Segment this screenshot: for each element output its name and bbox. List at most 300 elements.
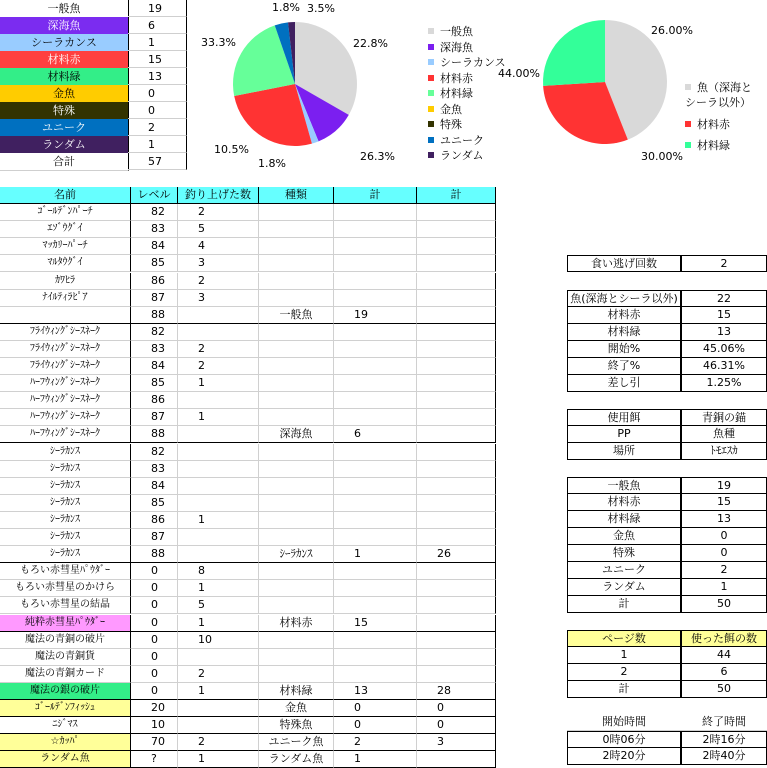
table-cell-sum2 xyxy=(417,238,496,255)
table-cell-kind xyxy=(259,221,334,238)
table-cell-level: 84 xyxy=(131,238,178,255)
legend-item xyxy=(428,148,484,164)
stat-value: 0 xyxy=(681,528,767,545)
table-cell-kind xyxy=(259,580,334,597)
table-cell-sum1 xyxy=(334,461,417,478)
table-cell-sum2 xyxy=(417,666,496,683)
table-cell-level: 84 xyxy=(131,478,178,495)
table-cell-kind xyxy=(259,649,334,666)
table-cell-name: ﾆｼﾞﾏｽ xyxy=(0,717,131,734)
table-cell-count xyxy=(178,700,259,717)
legend-label: 材料緑 xyxy=(697,139,730,152)
table-cell-name: 魔法の青銅貨 xyxy=(0,649,131,666)
table-cell-kind xyxy=(259,392,334,409)
table-cell-kind xyxy=(259,563,334,580)
table-cell-name: もろい赤彗星の結晶 xyxy=(0,597,131,614)
column-header: 釣り上げた数 xyxy=(178,187,259,204)
pie-slice-label: 30.00% xyxy=(641,150,683,163)
summary-value: 6 xyxy=(128,17,187,34)
stat-value: 魚種 xyxy=(681,426,767,443)
table-cell-kind xyxy=(259,255,334,272)
table-cell-count xyxy=(178,529,259,546)
table-cell-name xyxy=(0,307,131,324)
table-cell-sum1 xyxy=(334,204,417,221)
summary-value: 0 xyxy=(128,85,187,102)
legend-label: シーラカンス xyxy=(440,56,506,69)
table-cell-level: 0 xyxy=(131,632,178,649)
table-cell-level: 85 xyxy=(131,495,178,512)
table-cell-sum2 xyxy=(417,512,496,529)
summary-row xyxy=(0,0,187,17)
table-cell-level: 20 xyxy=(131,700,178,717)
table-cell-kind xyxy=(259,341,334,358)
table-cell-level: 82 xyxy=(131,204,178,221)
legend-swatch xyxy=(428,90,434,96)
table-cell-level: 83 xyxy=(131,461,178,478)
legend-swatch xyxy=(428,106,434,112)
stat-value: 44 xyxy=(681,647,767,664)
stat-label: 1 xyxy=(567,647,681,664)
table-cell-sum2 xyxy=(417,290,496,307)
table-cell-name: ﾊｰﾌｳｨﾝｸﾞｼｰｽﾈｰｸ xyxy=(0,392,131,409)
table-cell-count xyxy=(178,649,259,666)
table-cell-name: ﾌﾗｲｳｨﾝｸﾞｼｰｽﾈｰｸ xyxy=(0,324,131,341)
table-cell-sum1: 2 xyxy=(334,734,417,751)
table-cell-level: 86 xyxy=(131,273,178,290)
table-cell-name: ﾅｲﾙﾃｨﾗﾋﾟｱ xyxy=(0,290,131,307)
table-cell-sum2 xyxy=(417,426,496,443)
table-cell-kind xyxy=(259,358,334,375)
table-cell-name: ｼｰﾗｶﾝｽ xyxy=(0,478,131,495)
stat-label: 差し引 xyxy=(567,375,681,392)
table-cell-sum1 xyxy=(334,444,417,461)
table-cell-name: ﾌﾗｲｳｨﾝｸﾞｼｰｽﾈｰｸ xyxy=(0,358,131,375)
table-cell-count: 1 xyxy=(178,615,259,632)
legend-label: シーラ以外） xyxy=(685,96,751,109)
stat-label: 材料緑 xyxy=(567,511,681,528)
table-cell-sum2 xyxy=(417,221,496,238)
table-cell-sum2 xyxy=(417,751,496,768)
table-cell-level: 82 xyxy=(131,324,178,341)
summary-label: 特殊 xyxy=(0,102,129,120)
table-cell-sum2: 0 xyxy=(417,700,496,717)
table-cell-name: ｼｰﾗｶﾝｽ xyxy=(0,495,131,512)
stat-value: 1 xyxy=(681,579,767,596)
stat-value: 15 xyxy=(681,307,767,324)
table-cell-count: 3 xyxy=(178,255,259,272)
table-cell-count: 1 xyxy=(178,375,259,392)
stat-value: 0 xyxy=(681,545,767,562)
table-cell-sum2 xyxy=(417,597,496,614)
legend-swatch xyxy=(685,84,691,90)
table-cell-kind xyxy=(259,597,334,614)
stat-label: 0時06分 xyxy=(567,731,681,748)
table-cell-sum1: 0 xyxy=(334,717,417,734)
table-cell-name: ｺﾞｰﾙﾃﾞﾝﾊﾟｰﾁ xyxy=(0,204,131,221)
table-cell-sum1 xyxy=(334,649,417,666)
table-cell-sum2 xyxy=(417,529,496,546)
table-cell-sum1 xyxy=(334,290,417,307)
stat-value: 19 xyxy=(681,477,767,494)
table-cell-count xyxy=(178,546,259,563)
column-header: 名前 xyxy=(0,187,131,204)
table-cell-level: 0 xyxy=(131,563,178,580)
table-cell-name: ｼｰﾗｶﾝｽ xyxy=(0,546,131,563)
summary-label: 深海魚 xyxy=(0,17,129,35)
legend-label: 魚（深海と xyxy=(697,81,752,94)
table-cell-sum1 xyxy=(334,495,417,512)
table-cell-name: ｼｰﾗｶﾝｽ xyxy=(0,529,131,546)
legend-item xyxy=(428,133,484,149)
table-cell-sum1 xyxy=(334,358,417,375)
table-cell-kind xyxy=(259,478,334,495)
table-cell-count: 1 xyxy=(178,683,259,700)
table-cell-count: 2 xyxy=(178,273,259,290)
stat-value: 2 xyxy=(681,255,767,272)
stat-value: 終了時間 xyxy=(681,714,767,731)
stat-label: ランダム xyxy=(567,579,681,596)
legend-label: 一般魚 xyxy=(440,25,473,38)
table-cell-count: 5 xyxy=(178,221,259,238)
legend-item xyxy=(685,117,730,133)
table-cell-sum1 xyxy=(334,324,417,341)
table-cell-name: ｼｰﾗｶﾝｽ xyxy=(0,512,131,529)
summary-row xyxy=(0,85,187,102)
table-cell-name: ﾏｯｶﾘｰﾊﾟｰﾁ xyxy=(0,238,131,255)
summary-row xyxy=(0,136,187,153)
summary-label: 金魚 xyxy=(0,85,129,103)
legend-swatch xyxy=(428,152,434,158)
table-cell-sum1: 19 xyxy=(334,307,417,324)
stat-label: 材料赤 xyxy=(567,307,681,324)
stat-value: ﾄﾓｴｽｶ xyxy=(681,443,767,460)
summary-label: 合計 xyxy=(0,153,129,171)
summary-label: シーラカンス xyxy=(0,34,129,52)
table-cell-name: ｼｰﾗｶﾝｽ xyxy=(0,444,131,461)
summary-label: 一般魚 xyxy=(0,0,129,18)
table-cell-sum1 xyxy=(334,512,417,529)
legend-swatch xyxy=(428,44,434,50)
stat-value: 使った餌の数 xyxy=(681,630,767,647)
summary-row xyxy=(0,153,187,170)
table-cell-sum1: 1 xyxy=(334,546,417,563)
table-cell-sum1: 1 xyxy=(334,751,417,768)
stat-value: 2 xyxy=(681,562,767,579)
table-cell-sum2 xyxy=(417,273,496,290)
summary-row xyxy=(0,51,187,68)
table-cell-count: 2 xyxy=(178,204,259,221)
table-cell-count: 1 xyxy=(178,409,259,426)
table-cell-sum1 xyxy=(334,478,417,495)
table-cell-level: 83 xyxy=(131,341,178,358)
table-cell-count: 1 xyxy=(178,751,259,768)
table-cell-name: ﾏﾙﾀｳｸﾞｲ xyxy=(0,255,131,272)
legend-swatch xyxy=(428,137,434,143)
table-cell-level: 0 xyxy=(131,666,178,683)
table-cell-sum2 xyxy=(417,444,496,461)
table-cell-sum2: 3 xyxy=(417,734,496,751)
summary-value: 13 xyxy=(128,68,187,85)
table-cell-name: 純粋赤彗星ﾊﾟｳﾀﾞｰ xyxy=(0,615,131,632)
table-cell-name: ｺﾞｰﾙﾃﾞﾝﾌｨｯｼｭ xyxy=(0,700,131,717)
table-cell-count: 1 xyxy=(178,512,259,529)
table-cell-count: 3 xyxy=(178,290,259,307)
table-cell-level: 88 xyxy=(131,546,178,563)
legend-swatch xyxy=(428,59,434,65)
summary-row xyxy=(0,102,187,119)
stat-value: 6 xyxy=(681,664,767,681)
table-cell-sum2 xyxy=(417,563,496,580)
table-cell-sum1 xyxy=(334,632,417,649)
table-cell-count xyxy=(178,324,259,341)
table-cell-sum1 xyxy=(334,341,417,358)
table-cell-count: 10 xyxy=(178,632,259,649)
table-cell-name: 魔法の青銅の破片 xyxy=(0,632,131,649)
table-cell-kind xyxy=(259,204,334,221)
table-cell-name: ｴｿﾞｳｸﾞｲ xyxy=(0,221,131,238)
legend-item xyxy=(685,80,752,96)
stat-value: 22 xyxy=(681,290,767,307)
table-cell-sum2 xyxy=(417,615,496,632)
table-cell-count: 8 xyxy=(178,563,259,580)
summary-value: 57 xyxy=(128,153,187,170)
legend-item xyxy=(428,71,473,87)
table-cell-count xyxy=(178,444,259,461)
stat-label: PP xyxy=(567,426,681,443)
table-cell-level: 87 xyxy=(131,409,178,426)
table-cell-sum2: 0 xyxy=(417,717,496,734)
table-cell-level: 88 xyxy=(131,307,178,324)
stat-label: 材料緑 xyxy=(567,324,681,341)
table-cell-name: もろい赤彗星ﾊﾟｳﾀﾞｰ xyxy=(0,563,131,580)
legend-item xyxy=(428,117,462,133)
table-cell-level: 0 xyxy=(131,580,178,597)
pie-slice-label: 26.00% xyxy=(651,24,693,37)
table-cell-count xyxy=(178,307,259,324)
table-cell-kind: 材料赤 xyxy=(259,615,334,632)
table-cell-level: 86 xyxy=(131,392,178,409)
stat-label: 2時20分 xyxy=(567,748,681,765)
table-cell-sum1 xyxy=(334,221,417,238)
table-cell-count xyxy=(178,461,259,478)
column-header: 種類 xyxy=(259,187,334,204)
legend-label: ユニーク xyxy=(440,133,484,147)
table-cell-sum2: 26 xyxy=(417,546,496,563)
table-cell-level: 85 xyxy=(131,375,178,392)
legend-swatch xyxy=(685,121,691,127)
table-cell-level: 10 xyxy=(131,717,178,734)
table-cell-name: ﾊｰﾌｳｨﾝｸﾞｼｰｽﾈｰｸ xyxy=(0,426,131,443)
legend-item xyxy=(428,55,506,71)
table-cell-sum2 xyxy=(417,204,496,221)
table-cell-name: ランダム魚 xyxy=(0,751,131,768)
stat-value: 2時40分 xyxy=(681,748,767,765)
legend-label: 材料赤 xyxy=(440,71,473,85)
table-cell-count: 4 xyxy=(178,238,259,255)
legend-label: 材料緑 xyxy=(440,87,473,100)
table-cell-sum1: 0 xyxy=(334,700,417,717)
table-cell-level: 88 xyxy=(131,426,178,443)
table-cell-sum2 xyxy=(417,495,496,512)
table-cell-sum2 xyxy=(417,632,496,649)
table-cell-name: 魔法の青銅カード xyxy=(0,666,131,683)
stat-label: 終了% xyxy=(567,358,681,375)
table-cell-sum2 xyxy=(417,478,496,495)
table-cell-sum1 xyxy=(334,273,417,290)
table-cell-level: 0 xyxy=(131,683,178,700)
stat-label: 開始% xyxy=(567,341,681,358)
table-cell-level: ? xyxy=(131,751,178,768)
summary-value: 1 xyxy=(128,136,187,153)
table-cell-sum2 xyxy=(417,649,496,666)
legend-item xyxy=(428,102,462,118)
table-cell-sum1: 15 xyxy=(334,615,417,632)
stat-label: ページ数 xyxy=(567,630,681,647)
legend-swatch xyxy=(685,142,691,148)
column-header: レベル xyxy=(131,187,178,204)
stat-label: 一般魚 xyxy=(567,477,681,494)
table-cell-level: 84 xyxy=(131,358,178,375)
table-cell-count: 1 xyxy=(178,580,259,597)
table-cell-name: ﾌﾗｲｳｨﾝｸﾞｼｰｽﾈｰｸ xyxy=(0,341,131,358)
table-cell-kind xyxy=(259,512,334,529)
table-cell-kind xyxy=(259,461,334,478)
stat-value: 50 xyxy=(681,681,767,698)
table-cell-sum2 xyxy=(417,307,496,324)
table-cell-kind xyxy=(259,238,334,255)
table-cell-level: 83 xyxy=(131,221,178,238)
legend-item xyxy=(428,86,473,102)
table-cell-sum1 xyxy=(334,666,417,683)
table-cell-kind: ｼｰﾗｶﾝｽ xyxy=(259,546,334,563)
table-cell-count xyxy=(178,717,259,734)
table-cell-sum1 xyxy=(334,597,417,614)
legend-swatch xyxy=(428,75,434,81)
stat-label: 特殊 xyxy=(567,545,681,562)
stat-value: 青銅の錨 xyxy=(681,409,767,426)
table-cell-name: ﾊｰﾌｳｨﾝｸﾞｼｰｽﾈｰｸ xyxy=(0,375,131,392)
summary-value: 15 xyxy=(128,51,187,68)
table-cell-kind xyxy=(259,495,334,512)
table-cell-sum2 xyxy=(417,409,496,426)
stat-value: 50 xyxy=(681,596,767,613)
table-cell-name: 魔法の銀の破片 xyxy=(0,683,131,700)
table-cell-level: 0 xyxy=(131,649,178,666)
legend-swatch xyxy=(428,121,434,127)
summary-value: 0 xyxy=(128,102,187,119)
summary-row xyxy=(0,17,187,34)
legend-label: 特殊 xyxy=(440,118,462,131)
table-cell-count xyxy=(178,495,259,512)
stat-label: 食い逃げ回数 xyxy=(567,255,681,272)
legend-item xyxy=(428,24,473,40)
pie-slice-label: 1.8% xyxy=(258,157,286,170)
pie-slice xyxy=(543,20,605,86)
stat-label: 2 xyxy=(567,664,681,681)
table-cell-kind xyxy=(259,290,334,307)
legend-item xyxy=(685,95,751,111)
table-cell-name: ☆ｶｯﾊﾟ xyxy=(0,734,131,751)
table-cell-count xyxy=(178,426,259,443)
summary-label: 材料緑 xyxy=(0,68,129,86)
pie-slice-label: 1.8% xyxy=(272,1,300,14)
stat-value: 1.25% xyxy=(681,375,767,392)
pie-slice-label: 26.3% xyxy=(360,150,395,163)
table-cell-count: 5 xyxy=(178,597,259,614)
table-cell-kind: 特殊魚 xyxy=(259,717,334,734)
summary-label: ユニーク xyxy=(0,119,129,137)
stat-value: 2時16分 xyxy=(681,731,767,748)
table-cell-count: 2 xyxy=(178,734,259,751)
table-cell-count xyxy=(178,392,259,409)
pie-slice-label: 22.8% xyxy=(353,37,388,50)
table-cell-kind: 深海魚 xyxy=(259,426,334,443)
table-cell-kind xyxy=(259,632,334,649)
summary-row xyxy=(0,68,187,85)
stat-label: 使用餌 xyxy=(567,409,681,426)
table-cell-level: 86 xyxy=(131,512,178,529)
table-cell-sum1 xyxy=(334,563,417,580)
stat-label: 魚(深海とシーラ以外) xyxy=(567,290,681,307)
table-cell-kind: 材料緑 xyxy=(259,683,334,700)
table-cell-sum2 xyxy=(417,375,496,392)
stat-label: 金魚 xyxy=(567,528,681,545)
table-cell-sum1 xyxy=(334,409,417,426)
stat-value: 46.31% xyxy=(681,358,767,375)
summary-value: 1 xyxy=(128,34,187,51)
table-cell-sum1 xyxy=(334,580,417,597)
table-cell-count xyxy=(178,478,259,495)
table-cell-kind: 一般魚 xyxy=(259,307,334,324)
pie-slice-label: 3.5% xyxy=(307,2,335,15)
table-cell-sum1 xyxy=(334,529,417,546)
legend-label: 深海魚 xyxy=(440,40,473,54)
table-cell-sum1: 6 xyxy=(334,426,417,443)
legend-item xyxy=(428,40,473,56)
legend-label: 金魚 xyxy=(440,102,462,116)
table-cell-count: 2 xyxy=(178,666,259,683)
table-cell-sum2 xyxy=(417,461,496,478)
pie-slice-label: 10.5% xyxy=(214,143,249,156)
table-cell-sum2: 28 xyxy=(417,683,496,700)
table-cell-kind: ランダム魚 xyxy=(259,751,334,768)
legend-item xyxy=(685,138,730,154)
table-cell-kind xyxy=(259,324,334,341)
table-cell-kind: 金魚 xyxy=(259,700,334,717)
table-cell-name: ｼｰﾗｶﾝｽ xyxy=(0,461,131,478)
stat-label: 場所 xyxy=(567,443,681,460)
stat-value: 13 xyxy=(681,324,767,341)
summary-value: 2 xyxy=(128,119,187,136)
table-cell-kind xyxy=(259,375,334,392)
table-cell-sum1: 13 xyxy=(334,683,417,700)
table-cell-level: 0 xyxy=(131,615,178,632)
stat-label: 開始時間 xyxy=(567,714,681,731)
stat-value: 15 xyxy=(681,494,767,511)
column-header: 計 xyxy=(417,187,496,204)
table-cell-sum1 xyxy=(334,238,417,255)
table-cell-level: 87 xyxy=(131,290,178,307)
table-cell-level: 87 xyxy=(131,529,178,546)
table-cell-name: ｶﾜﾋﾗ xyxy=(0,273,131,290)
table-cell-level: 85 xyxy=(131,255,178,272)
table-cell-sum2 xyxy=(417,580,496,597)
table-cell-kind xyxy=(259,666,334,683)
pie-slice-label: 44.00% xyxy=(498,67,540,80)
table-cell-level: 70 xyxy=(131,734,178,751)
summary-label: ランダム xyxy=(0,136,129,154)
table-cell-name: もろい赤彗星のかけら xyxy=(0,580,131,597)
